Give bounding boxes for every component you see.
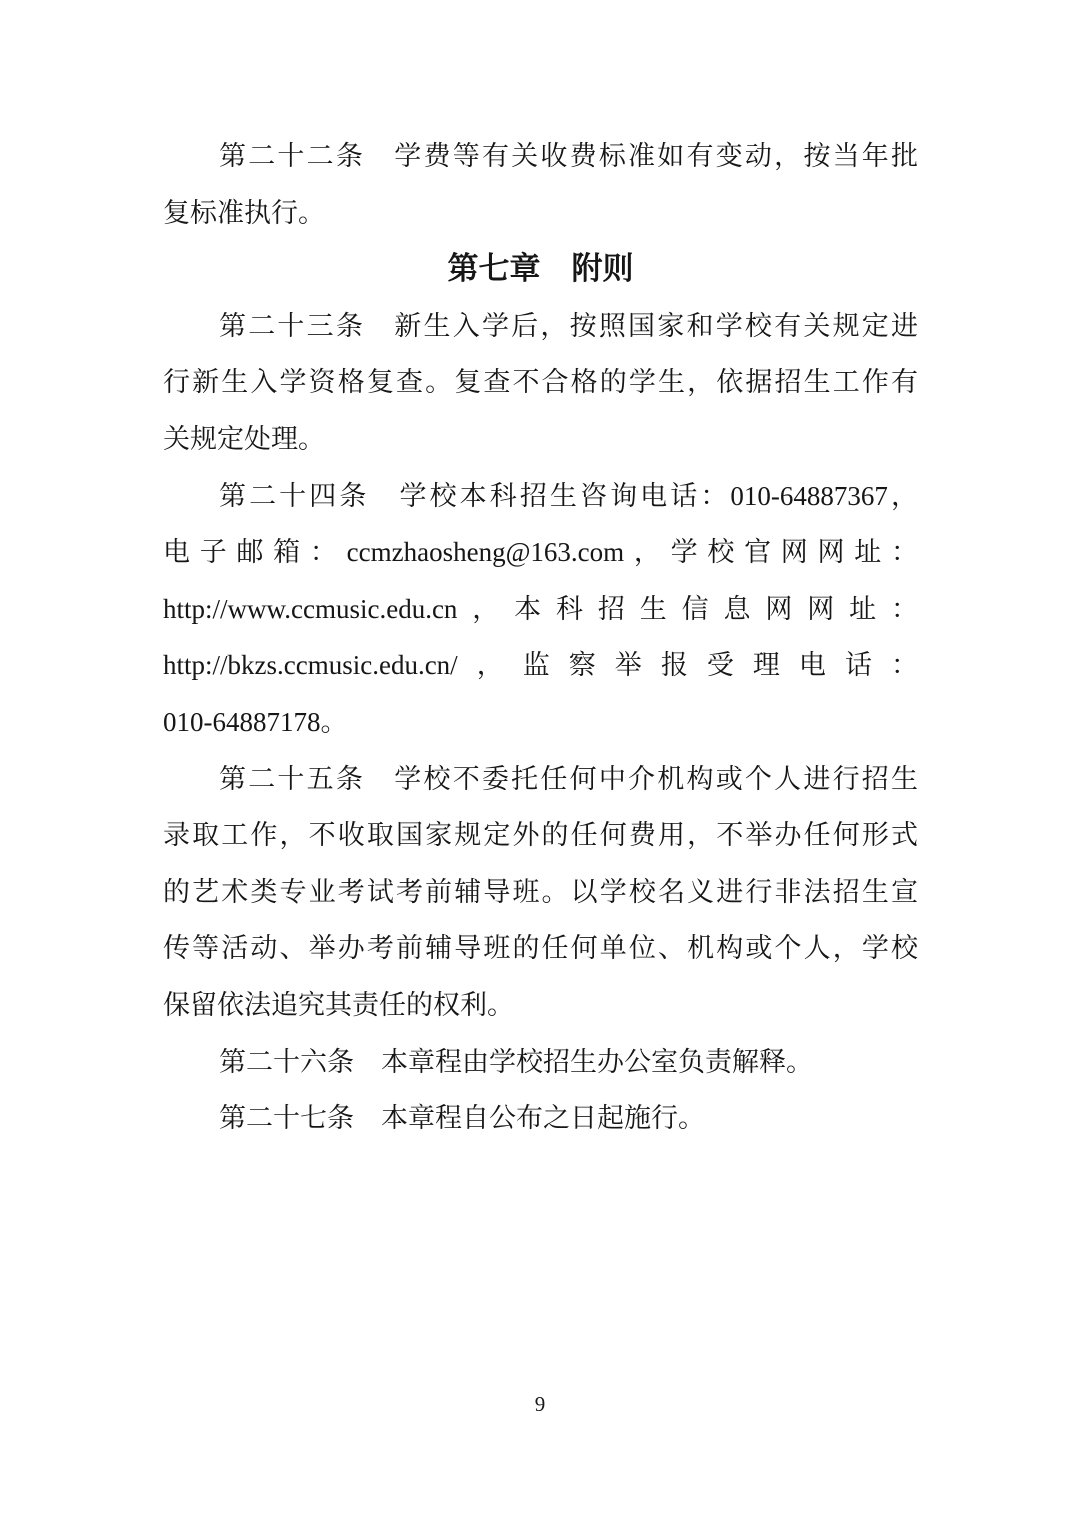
article-25-line: 传等活动、举办考前辅导班的任何单位、机构或个人，学校 [163, 933, 918, 964]
article-22-paragraph [163, 128, 918, 241]
article-26-line: 第二十六条 本章程由学校招生办公室负责解释。 [219, 1046, 813, 1077]
article-24-line: 电子邮箱：ccmzhaosheng@163.com，学校官网网址： [163, 537, 918, 568]
document-body [163, 128, 918, 1147]
article-24-line: http://bkzs.ccmusic.edu.cn/，监察举报受理电话： [163, 650, 918, 681]
article-27-line: 第二十七条 本章程自公布之日起施行。 [219, 1103, 705, 1134]
article-27-paragraph [163, 1090, 918, 1147]
article-24-line: 第二十四条 学校本科招生咨询电话：010-64887367， [219, 480, 918, 511]
article-22-line: 复标准执行。 [163, 197, 325, 228]
article-23-line: 第二十三条 新生入学后，按照国家和学校有关规定进 [219, 310, 918, 341]
article-24-line: http://www.ccmusic.edu.cn，本科招生信息网网址： [163, 593, 918, 624]
article-26-paragraph [163, 1034, 918, 1091]
article-22-line: 第二十二条 学费等有关收费标准如有变动，按当年批 [219, 141, 918, 171]
article-23-paragraph [163, 298, 918, 468]
article-24-paragraph [163, 468, 918, 751]
chapter-heading: 第七章 附则 [447, 251, 634, 287]
article-23-line: 关规定处理。 [163, 423, 325, 454]
article-25-line: 保留依法追究其责任的权利。 [163, 989, 514, 1020]
page-number: 9 [534, 1392, 546, 1416]
article-25-line: 的艺术类专业考试考前辅导班。以学校名义进行非法招生宣 [163, 876, 918, 907]
article-25-line: 录取工作，不收取国家规定外的任何费用，不举办任何形式 [163, 820, 918, 851]
article-25-line: 第二十五条 学校不委托任何中介机构或个人进行招生 [219, 763, 918, 794]
article-24-line: 010-64887178。 [163, 706, 348, 737]
article-23-line: 行新生入学资格复查。复查不合格的学生，依据招生工作有 [163, 367, 918, 398]
article-25-paragraph [163, 751, 918, 1034]
